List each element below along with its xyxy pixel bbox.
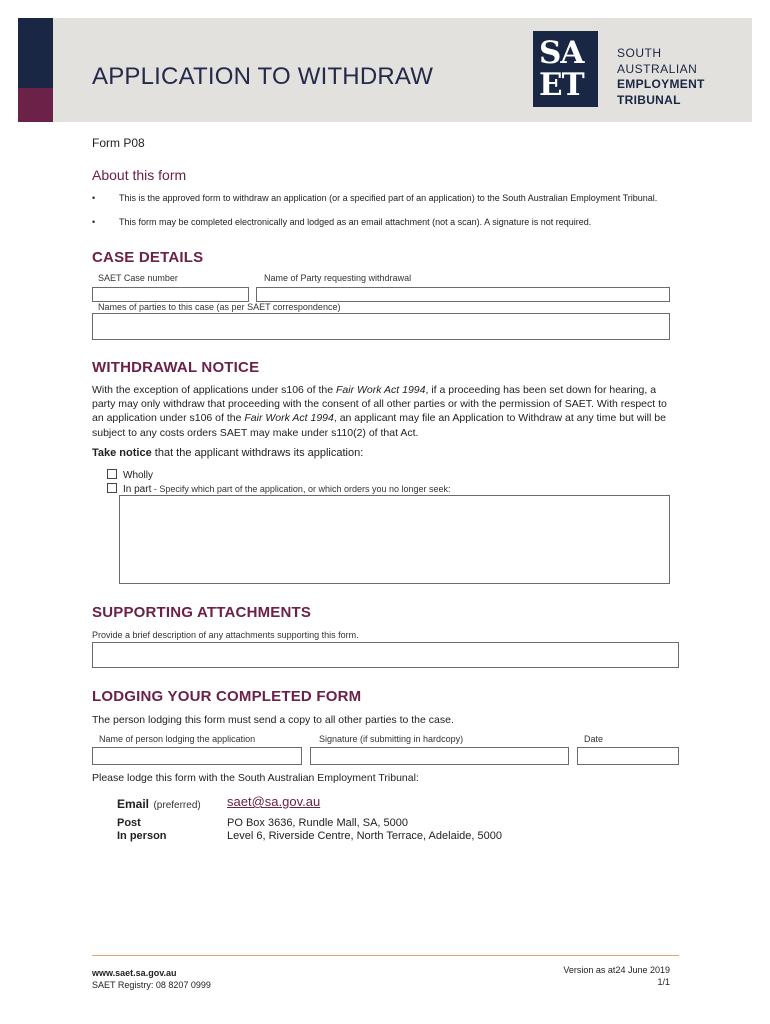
case-details-heading: CASE DETAILS: [92, 249, 204, 266]
footer-version: Version as at24 June 2019: [563, 965, 670, 975]
post-label: Post: [117, 817, 141, 829]
page-title: APPLICATION TO WITHDRAW: [92, 63, 434, 90]
in-part-details-field[interactable]: [119, 495, 670, 584]
take-notice-bold: Take notice: [92, 447, 152, 459]
org-name: [617, 46, 705, 108]
footer-divider: [92, 955, 679, 956]
org-name-line-2: AUSTRALIAN: [617, 61, 698, 76]
logo-line-2: ET: [539, 67, 584, 103]
party-name-field[interactable]: [256, 287, 670, 302]
lodger-name-label: Name of person lodging the application: [99, 734, 256, 744]
act-name: Fair Work Act 1994: [244, 412, 334, 425]
footer-page-number: 1/1: [657, 976, 670, 987]
parties-names-label: Names of parties to this case (as per SAET correspondence): [98, 302, 341, 312]
option-in-part[interactable]: [107, 483, 451, 495]
email-row-label: [117, 795, 201, 813]
case-number-label: SAET Case number: [98, 273, 178, 283]
lodge-with-text: Please lodge this form with the South Australian Employment Tribunal:: [92, 772, 419, 784]
footer-version-block: [563, 965, 670, 988]
bullet-dot: •: [92, 217, 96, 227]
logo-line-1: SA: [539, 35, 584, 71]
checkbox-wholly[interactable]: [107, 469, 117, 479]
email-link[interactable]: saet@sa.gov.au: [227, 794, 321, 809]
footer-website[interactable]: www.saet.sa.gov.au: [92, 968, 177, 978]
header-accent-plum: [18, 88, 53, 122]
attachments-description-label: Provide a brief description of any attachments supporting this form.: [92, 630, 359, 640]
email-preferred-note: (preferred): [153, 800, 201, 811]
withdrawal-text-2: , if a proceeding has been set down for hearing, a party may only withdraw that proceeding with the consent of all other parties or with the permission of SAET. With respect to an application under s106 of the: [92, 384, 667, 425]
about-bullet: [92, 192, 672, 216]
signature-field[interactable]: [310, 747, 569, 765]
footer-contact: [92, 968, 211, 991]
in-part-hint: - Specify which part of the application, or which orders you no longer seek:: [151, 484, 451, 494]
header-accent-navy: [18, 18, 53, 88]
option-wholly-label: Wholly: [123, 470, 154, 481]
option-wholly[interactable]: [107, 469, 153, 481]
about-bullet-text: This is the approved form to withdraw an application (or a specified part of an application) to the South Australian Employment Tribunal.: [119, 193, 658, 203]
option-in-part-label: In part: [123, 484, 152, 495]
org-name-line-3: EMPLOYMENT: [617, 77, 705, 91]
email-label: Email: [117, 797, 150, 811]
date-field[interactable]: [577, 747, 679, 765]
about-bullet-text: This form may be completed electronically and lodged as an email attachment (not a scan). A signature is not required.: [119, 217, 592, 227]
act-name: Fair Work Act 1994: [336, 384, 426, 396]
footer-registry: SAET Registry: 08 8207 0999: [92, 979, 211, 990]
org-name-line-4: TRIBUNAL: [617, 92, 681, 107]
take-notice-line: [92, 447, 363, 459]
withdrawal-notice-heading: WITHDRAWAL NOTICE: [92, 359, 260, 376]
parties-names-field[interactable]: [92, 313, 670, 340]
case-number-field[interactable]: [92, 287, 249, 302]
bullet-dot: •: [92, 193, 96, 203]
lodging-heading: LODGING YOUR COMPLETED FORM: [92, 688, 362, 705]
post-address: PO Box 3636, Rundle Mall, SA, 5000: [227, 817, 408, 829]
about-bullet: [92, 216, 672, 228]
withdrawal-paragraph: [92, 383, 677, 440]
in-person-label: In person: [117, 830, 167, 842]
signature-label: Signature (if submitting in hardcopy): [319, 734, 464, 744]
about-heading: About this form: [92, 167, 187, 183]
date-label: Date: [584, 734, 604, 744]
in-person-address: Level 6, Riverside Centre, North Terrace, Adelaide, 5000: [227, 830, 502, 842]
take-notice-text: that the applicant withdraws its application:: [151, 447, 364, 459]
checkbox-in-part[interactable]: [107, 483, 117, 493]
withdrawal-text-3: , an applicant may file an Application to Withdraw at any time but will be subject to any costs orders SAET may make under s110(2) of that Act.: [92, 412, 666, 439]
saet-logo: [533, 31, 598, 107]
org-name-line-1: SOUTH: [617, 46, 662, 60]
lodging-instruction: The person lodging this form must send a copy to all other parties to the case.: [92, 714, 454, 726]
party-name-label: Name of Party requesting withdrawal: [264, 273, 412, 283]
lodger-name-field[interactable]: [92, 747, 302, 765]
withdrawal-text-1: With the exception of applications under s106 of the: [92, 384, 336, 396]
attachments-heading: SUPPORTING ATTACHMENTS: [92, 604, 312, 621]
form-number: Form P08: [92, 136, 145, 150]
attachments-field[interactable]: [92, 642, 679, 668]
